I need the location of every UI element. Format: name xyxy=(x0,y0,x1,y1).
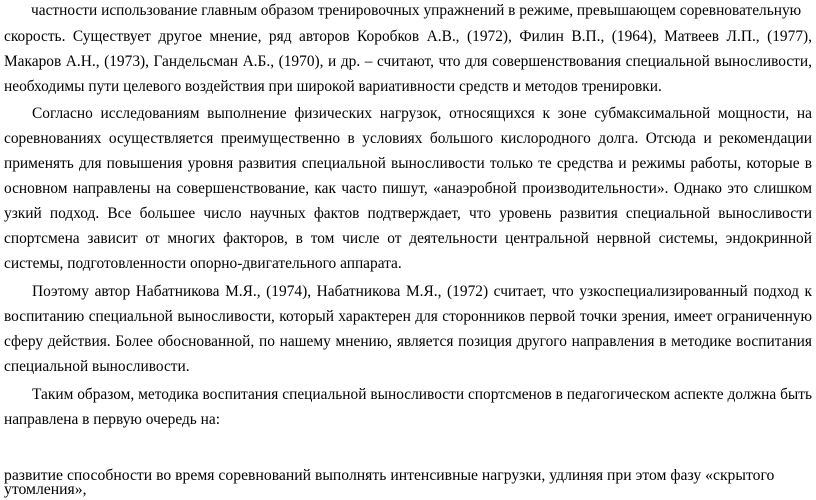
text-line-4: необходимы пути целевого воздействия при широкой вариативности средств и методов тренировки. xyxy=(4,78,662,95)
text-line-2: скорость. Существует другое мнение, ряд авторов Коробков А.В., (1972), Филин В.П., (1964), Матвеев Л.П., (1977), xyxy=(4,28,812,45)
text-line-16: Таким образом, методика воспитания специальной выносливости спортсменов в педагогическом аспекте должна быть xyxy=(32,386,812,403)
text-line-6: соревнованиях осуществляется преимущественно в условиях большого кислородного долга. Отсюда и рекомендации xyxy=(4,130,812,147)
text-line-17: направлена в первую очередь на: xyxy=(4,411,221,428)
text-line-11: системы, подготовленности опорно-двигательного аппарата. xyxy=(4,255,402,272)
text-line-9: узкий подход. Все большее число научных фактов подтверждает, что уровень развития специальной выносливости xyxy=(4,205,812,222)
text-line-19: утомления», xyxy=(4,481,87,498)
text-line-8: основном направлены на совершенствование, как часто пишут, «анаэробной производительности». Однако это слишком xyxy=(4,180,812,197)
text-line-15: специальной выносливости. xyxy=(4,358,190,375)
text-line-3: Макаров А.Н., (1973), Гандельсман А.Б., (1970), и др. – считают, что для совершенствования специальной выносливости, xyxy=(4,53,812,70)
paragraph-2-first-line: Согласно исследованиям выполнение физических нагрузок, относящихся к зоне субмаксимальной мощности, на xyxy=(32,105,812,122)
text-line-18: развитие способности во время соревнований выполнять интенсивные нагрузки, удлиняя при этом фазу «скрытого xyxy=(4,467,775,484)
text-line-14: сферу действия. Более обоснованной, по нашему мнению, является позиция другого направления в методике воспитания xyxy=(4,333,812,350)
text-line-13: воспитанию специальной выносливости, который характерен для сторонников первой точки зрения, имеет ограниченную xyxy=(4,308,812,325)
text-line-10: спортсмена зависит от многих факторов, в том числе от деятельности центральной нервной системы, эндокринной xyxy=(4,230,812,247)
text-line-1: частности использование главным образом тренировочных упражнений в режиме, превышающем соревновательную xyxy=(31,2,802,19)
text-line-7: применять для повышения уровня развития специальной выносливости только те средства и режимы работы, которые в xyxy=(4,155,812,172)
paragraph-3-first-line: Поэтому автор Набатникова М.Я., (1974), Набатникова М.Я., (1972) считает, что узкоспециализированный подход к xyxy=(32,283,812,300)
